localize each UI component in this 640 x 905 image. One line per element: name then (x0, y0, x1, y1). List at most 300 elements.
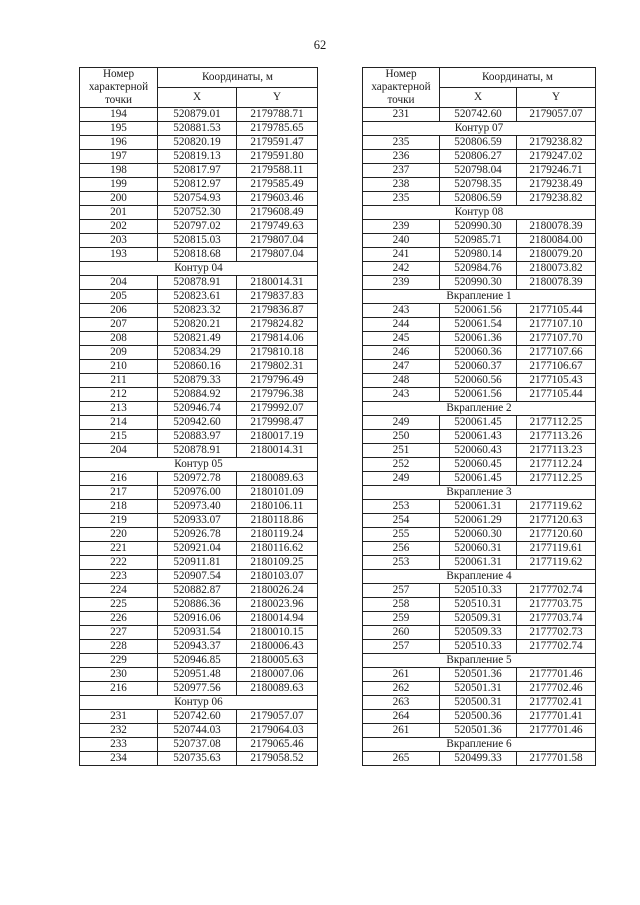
x-coordinate-cell: 520933.07 (158, 514, 237, 528)
y-coordinate-cell: 2177107.66 (517, 346, 596, 360)
y-coordinate-cell: 2180007.06 (237, 668, 318, 682)
y-coordinate-cell: 2180106.11 (237, 500, 318, 514)
table-row (363, 710, 596, 724)
table-row (80, 108, 318, 122)
point-number-cell: 223 (80, 570, 158, 584)
contour-label: Вкрапление 4 (363, 570, 596, 584)
table-row (80, 710, 318, 724)
coordinates-table-right (362, 67, 596, 766)
y-coordinate-cell: 2177119.62 (517, 500, 596, 514)
y-coordinate-cell: 2179057.07 (517, 108, 596, 122)
x-coordinate-cell: 520972.78 (158, 472, 237, 486)
point-number-cell: 248 (363, 374, 440, 388)
point-number-cell: 202 (80, 220, 158, 234)
point-number-cell: 205 (80, 290, 158, 304)
header-y: Y (517, 88, 596, 108)
page-number: 62 (313, 38, 327, 52)
y-coordinate-cell: 2179796.38 (237, 388, 318, 402)
x-coordinate-cell: 520501.36 (440, 724, 517, 738)
x-coordinate-cell: 520916.06 (158, 612, 237, 626)
header-point-number: Номер характерной точки (363, 68, 440, 108)
y-coordinate-cell: 2179238.82 (517, 136, 596, 150)
y-coordinate-cell: 2180078.39 (517, 220, 596, 234)
table-row (363, 262, 596, 276)
table-row (80, 668, 318, 682)
y-coordinate-cell: 2177107.70 (517, 332, 596, 346)
x-coordinate-cell: 520798.04 (440, 164, 517, 178)
x-coordinate-cell: 520878.91 (158, 444, 237, 458)
point-number-cell: 256 (363, 542, 440, 556)
x-coordinate-cell: 520061.36 (440, 332, 517, 346)
contour-label: Вкрапление 6 (363, 738, 596, 752)
contour-header-row (363, 738, 596, 752)
point-number-cell: 258 (363, 598, 440, 612)
table-row (80, 542, 318, 556)
x-coordinate-cell: 520946.74 (158, 402, 237, 416)
y-coordinate-cell: 2177107.10 (517, 318, 596, 332)
table-row (363, 150, 596, 164)
x-coordinate-cell: 520742.60 (158, 710, 237, 724)
x-coordinate-cell: 520976.00 (158, 486, 237, 500)
point-number-cell: 218 (80, 500, 158, 514)
y-coordinate-cell: 2177703.74 (517, 612, 596, 626)
point-number-cell: 199 (80, 178, 158, 192)
x-coordinate-cell: 520735.63 (158, 752, 237, 766)
point-number-cell: 246 (363, 346, 440, 360)
table-row (80, 584, 318, 598)
contour-label: Контур 04 (80, 262, 318, 276)
point-number-cell: 232 (80, 724, 158, 738)
contour-label: Контур 06 (80, 696, 318, 710)
table-row (80, 276, 318, 290)
y-coordinate-cell: 2177113.26 (517, 430, 596, 444)
contour-label: Контур 05 (80, 458, 318, 472)
point-number-cell: 262 (363, 682, 440, 696)
y-coordinate-cell: 2179807.04 (237, 248, 318, 262)
y-coordinate-cell: 2179824.82 (237, 318, 318, 332)
table-row (363, 626, 596, 640)
point-number-cell: 257 (363, 584, 440, 598)
contour-label: Вкрапление 1 (363, 290, 596, 304)
y-coordinate-cell: 2180118.86 (237, 514, 318, 528)
x-coordinate-cell: 520946.85 (158, 654, 237, 668)
y-coordinate-cell: 2180078.39 (517, 276, 596, 290)
table-row (80, 528, 318, 542)
point-number-cell: 247 (363, 360, 440, 374)
table-row (80, 472, 318, 486)
y-coordinate-cell: 2179998.47 (237, 416, 318, 430)
x-coordinate-cell: 520060.31 (440, 542, 517, 556)
x-coordinate-cell: 520501.31 (440, 682, 517, 696)
table-row (80, 612, 318, 626)
point-number-cell: 197 (80, 150, 158, 164)
x-coordinate-cell: 520500.36 (440, 710, 517, 724)
y-coordinate-cell: 2179807.04 (237, 234, 318, 248)
x-coordinate-cell: 520821.49 (158, 332, 237, 346)
table-row (363, 276, 596, 290)
x-coordinate-cell: 520926.78 (158, 528, 237, 542)
point-number-cell: 251 (363, 444, 440, 458)
y-coordinate-cell: 2180010.15 (237, 626, 318, 640)
table-row (363, 668, 596, 682)
table-row (363, 220, 596, 234)
table-row (80, 220, 318, 234)
y-coordinate-cell: 2180084.00 (517, 234, 596, 248)
table-row (363, 108, 596, 122)
y-coordinate-cell: 2177106.67 (517, 360, 596, 374)
point-number-cell: 225 (80, 598, 158, 612)
y-coordinate-cell: 2179057.07 (237, 710, 318, 724)
x-coordinate-cell: 520883.97 (158, 430, 237, 444)
contour-header-row (363, 570, 596, 584)
x-coordinate-cell: 520817.97 (158, 164, 237, 178)
table-row (80, 360, 318, 374)
table-row (80, 500, 318, 514)
y-coordinate-cell: 2179796.49 (237, 374, 318, 388)
table-row (80, 290, 318, 304)
y-coordinate-cell: 2180103.07 (237, 570, 318, 584)
table-row (80, 178, 318, 192)
table-row (363, 682, 596, 696)
x-coordinate-cell: 520509.31 (440, 612, 517, 626)
point-number-cell: 211 (80, 374, 158, 388)
table-row (363, 388, 596, 402)
point-number-cell: 259 (363, 612, 440, 626)
table-row (80, 738, 318, 752)
y-coordinate-cell: 2180116.62 (237, 542, 318, 556)
table-row (363, 752, 596, 766)
point-number-cell: 228 (80, 640, 158, 654)
point-number-cell: 263 (363, 696, 440, 710)
y-coordinate-cell: 2177702.41 (517, 696, 596, 710)
x-coordinate-cell: 520820.19 (158, 136, 237, 150)
point-number-cell: 240 (363, 234, 440, 248)
table-row (363, 346, 596, 360)
y-coordinate-cell: 2179591.47 (237, 136, 318, 150)
point-number-cell: 249 (363, 416, 440, 430)
point-number-cell: 196 (80, 136, 158, 150)
header-y: Y (237, 88, 318, 108)
y-coordinate-cell: 2180079.20 (517, 248, 596, 262)
y-coordinate-cell: 2179247.02 (517, 150, 596, 164)
y-coordinate-cell: 2177702.74 (517, 640, 596, 654)
x-coordinate-cell: 520860.16 (158, 360, 237, 374)
x-coordinate-cell: 520742.60 (440, 108, 517, 122)
contour-label: Контур 07 (363, 122, 596, 136)
point-number-cell: 231 (363, 108, 440, 122)
point-number-cell: 261 (363, 668, 440, 682)
point-number-cell: 208 (80, 332, 158, 346)
point-number-cell: 219 (80, 514, 158, 528)
point-number-cell: 203 (80, 234, 158, 248)
x-coordinate-cell: 520911.81 (158, 556, 237, 570)
x-coordinate-cell: 520737.08 (158, 738, 237, 752)
table-row (363, 458, 596, 472)
point-number-cell: 224 (80, 584, 158, 598)
y-coordinate-cell: 2179064.03 (237, 724, 318, 738)
x-coordinate-cell: 520931.54 (158, 626, 237, 640)
header-coordinates: Координаты, м (158, 68, 318, 88)
x-coordinate-cell: 520984.76 (440, 262, 517, 276)
point-number-cell: 265 (363, 752, 440, 766)
x-coordinate-cell: 520061.56 (440, 388, 517, 402)
y-coordinate-cell: 2179837.83 (237, 290, 318, 304)
y-coordinate-cell: 2180073.82 (517, 262, 596, 276)
x-coordinate-cell: 520886.36 (158, 598, 237, 612)
header-point-number: Номер характерной точки (80, 68, 158, 108)
header-x: X (158, 88, 237, 108)
y-coordinate-cell: 2179802.31 (237, 360, 318, 374)
point-number-cell: 244 (363, 318, 440, 332)
x-coordinate-cell: 520884.92 (158, 388, 237, 402)
contour-header-row (363, 206, 596, 220)
y-coordinate-cell: 2180023.96 (237, 598, 318, 612)
table-row (80, 682, 318, 696)
x-coordinate-cell: 520061.31 (440, 500, 517, 514)
header-x: X (440, 88, 517, 108)
contour-header-row (363, 402, 596, 416)
y-coordinate-cell: 2177119.61 (517, 542, 596, 556)
x-coordinate-cell: 520990.30 (440, 220, 517, 234)
table-row (80, 430, 318, 444)
table-row (363, 584, 596, 598)
y-coordinate-cell: 2180089.63 (237, 682, 318, 696)
x-coordinate-cell: 520973.40 (158, 500, 237, 514)
point-number-cell: 231 (80, 710, 158, 724)
table-row (80, 416, 318, 430)
y-coordinate-cell: 2179785.65 (237, 122, 318, 136)
y-coordinate-cell: 2177702.46 (517, 682, 596, 696)
y-coordinate-cell: 2180109.25 (237, 556, 318, 570)
point-number-cell: 261 (363, 724, 440, 738)
y-coordinate-cell: 2179238.82 (517, 192, 596, 206)
x-coordinate-cell: 520881.53 (158, 122, 237, 136)
point-number-cell: 220 (80, 528, 158, 542)
x-coordinate-cell: 520060.56 (440, 374, 517, 388)
x-coordinate-cell: 520806.59 (440, 192, 517, 206)
point-number-cell: 201 (80, 206, 158, 220)
table-row (80, 388, 318, 402)
y-coordinate-cell: 2177112.24 (517, 458, 596, 472)
x-coordinate-cell: 520510.31 (440, 598, 517, 612)
table-row (363, 318, 596, 332)
table-row (80, 192, 318, 206)
table-row (80, 136, 318, 150)
table-row (363, 612, 596, 626)
point-number-cell: 243 (363, 388, 440, 402)
y-coordinate-cell: 2177702.73 (517, 626, 596, 640)
x-coordinate-cell: 520744.03 (158, 724, 237, 738)
point-number-cell: 239 (363, 220, 440, 234)
point-number-cell: 237 (363, 164, 440, 178)
point-number-cell: 200 (80, 192, 158, 206)
y-coordinate-cell: 2177119.62 (517, 556, 596, 570)
y-coordinate-cell: 2177105.43 (517, 374, 596, 388)
table-row (80, 626, 318, 640)
y-coordinate-cell: 2177701.46 (517, 668, 596, 682)
x-coordinate-cell: 520951.48 (158, 668, 237, 682)
table-row (363, 164, 596, 178)
table-row (80, 654, 318, 668)
x-coordinate-cell: 520879.33 (158, 374, 237, 388)
y-coordinate-cell: 2179246.71 (517, 164, 596, 178)
x-coordinate-cell: 520060.43 (440, 444, 517, 458)
y-coordinate-cell: 2177701.46 (517, 724, 596, 738)
y-coordinate-cell: 2177703.75 (517, 598, 596, 612)
y-coordinate-cell: 2179591.80 (237, 150, 318, 164)
table-row (363, 178, 596, 192)
table-row (363, 556, 596, 570)
x-coordinate-cell: 520061.31 (440, 556, 517, 570)
y-coordinate-cell: 2177112.25 (517, 416, 596, 430)
point-number-cell: 235 (363, 192, 440, 206)
y-coordinate-cell: 2180006.43 (237, 640, 318, 654)
x-coordinate-cell: 520823.61 (158, 290, 237, 304)
x-coordinate-cell: 520815.03 (158, 234, 237, 248)
point-number-cell: 255 (363, 528, 440, 542)
table-row (363, 374, 596, 388)
x-coordinate-cell: 520921.04 (158, 542, 237, 556)
y-coordinate-cell: 2179836.87 (237, 304, 318, 318)
point-number-cell: 230 (80, 668, 158, 682)
table-row (80, 150, 318, 164)
point-number-cell: 249 (363, 472, 440, 486)
point-number-cell: 214 (80, 416, 158, 430)
contour-header-row (363, 654, 596, 668)
point-number-cell: 195 (80, 122, 158, 136)
table-row (363, 444, 596, 458)
point-number-cell: 264 (363, 710, 440, 724)
x-coordinate-cell: 520806.27 (440, 150, 517, 164)
table-row (363, 360, 596, 374)
x-coordinate-cell: 520500.31 (440, 696, 517, 710)
point-number-cell: 252 (363, 458, 440, 472)
y-coordinate-cell: 2179992.07 (237, 402, 318, 416)
x-coordinate-cell: 520812.97 (158, 178, 237, 192)
table-row (363, 542, 596, 556)
table-row (80, 640, 318, 654)
contour-header-row (363, 122, 596, 136)
y-coordinate-cell: 2180017.19 (237, 430, 318, 444)
contour-header-row (363, 290, 596, 304)
x-coordinate-cell: 520501.36 (440, 668, 517, 682)
table-row (80, 598, 318, 612)
x-coordinate-cell: 520806.59 (440, 136, 517, 150)
y-coordinate-cell: 2177120.60 (517, 528, 596, 542)
y-coordinate-cell: 2179588.11 (237, 164, 318, 178)
contour-header-row (80, 262, 318, 276)
contour-header-row (80, 696, 318, 710)
x-coordinate-cell: 520907.54 (158, 570, 237, 584)
point-number-cell: 245 (363, 332, 440, 346)
point-number-cell: 227 (80, 626, 158, 640)
point-number-cell: 198 (80, 164, 158, 178)
table-row (363, 724, 596, 738)
y-coordinate-cell: 2177112.25 (517, 472, 596, 486)
x-coordinate-cell: 520754.93 (158, 192, 237, 206)
point-number-cell: 243 (363, 304, 440, 318)
contour-header-row (363, 486, 596, 500)
table-row (80, 122, 318, 136)
x-coordinate-cell: 520061.45 (440, 472, 517, 486)
table-row (80, 374, 318, 388)
table-row (363, 500, 596, 514)
table-row (363, 598, 596, 612)
y-coordinate-cell: 2180026.24 (237, 584, 318, 598)
y-coordinate-cell: 2177701.58 (517, 752, 596, 766)
x-coordinate-cell: 520061.56 (440, 304, 517, 318)
point-number-cell: 193 (80, 248, 158, 262)
point-number-cell: 212 (80, 388, 158, 402)
table-row (80, 234, 318, 248)
y-coordinate-cell: 2180089.63 (237, 472, 318, 486)
point-number-cell: 253 (363, 500, 440, 514)
y-coordinate-cell: 2179603.46 (237, 192, 318, 206)
table-row (363, 234, 596, 248)
table-row (363, 332, 596, 346)
table-row (80, 318, 318, 332)
y-coordinate-cell: 2179065.46 (237, 738, 318, 752)
x-coordinate-cell: 520878.91 (158, 276, 237, 290)
y-coordinate-cell: 2179749.63 (237, 220, 318, 234)
table-row (80, 486, 318, 500)
x-coordinate-cell: 520990.30 (440, 276, 517, 290)
table-row (80, 724, 318, 738)
table-row (80, 332, 318, 346)
x-coordinate-cell: 520061.45 (440, 416, 517, 430)
table-row (363, 472, 596, 486)
x-coordinate-cell: 520882.87 (158, 584, 237, 598)
point-number-cell: 221 (80, 542, 158, 556)
y-coordinate-cell: 2177702.74 (517, 584, 596, 598)
y-coordinate-cell: 2177113.23 (517, 444, 596, 458)
y-coordinate-cell: 2179810.18 (237, 346, 318, 360)
y-coordinate-cell: 2180014.31 (237, 276, 318, 290)
point-number-cell: 253 (363, 556, 440, 570)
table-row (80, 752, 318, 766)
point-number-cell: 250 (363, 430, 440, 444)
x-coordinate-cell: 520061.29 (440, 514, 517, 528)
x-coordinate-cell: 520798.35 (440, 178, 517, 192)
x-coordinate-cell: 520834.29 (158, 346, 237, 360)
point-number-cell: 209 (80, 346, 158, 360)
x-coordinate-cell: 520823.32 (158, 304, 237, 318)
point-number-cell: 242 (363, 262, 440, 276)
point-number-cell: 194 (80, 108, 158, 122)
x-coordinate-cell: 520510.33 (440, 640, 517, 654)
point-number-cell: 234 (80, 752, 158, 766)
point-number-cell: 226 (80, 612, 158, 626)
point-number-cell: 239 (363, 276, 440, 290)
x-coordinate-cell: 520879.01 (158, 108, 237, 122)
x-coordinate-cell: 520980.14 (440, 248, 517, 262)
x-coordinate-cell: 520499.33 (440, 752, 517, 766)
x-coordinate-cell: 520060.36 (440, 346, 517, 360)
table-row (80, 514, 318, 528)
table-row (363, 136, 596, 150)
x-coordinate-cell: 520061.54 (440, 318, 517, 332)
table-row (80, 444, 318, 458)
x-coordinate-cell: 520510.33 (440, 584, 517, 598)
contour-header-row (80, 458, 318, 472)
y-coordinate-cell: 2179238.49 (517, 178, 596, 192)
point-number-cell: 254 (363, 514, 440, 528)
point-number-cell: 217 (80, 486, 158, 500)
table-row (363, 304, 596, 318)
header-coordinates: Координаты, м (440, 68, 596, 88)
x-coordinate-cell: 520977.56 (158, 682, 237, 696)
point-number-cell: 216 (80, 472, 158, 486)
